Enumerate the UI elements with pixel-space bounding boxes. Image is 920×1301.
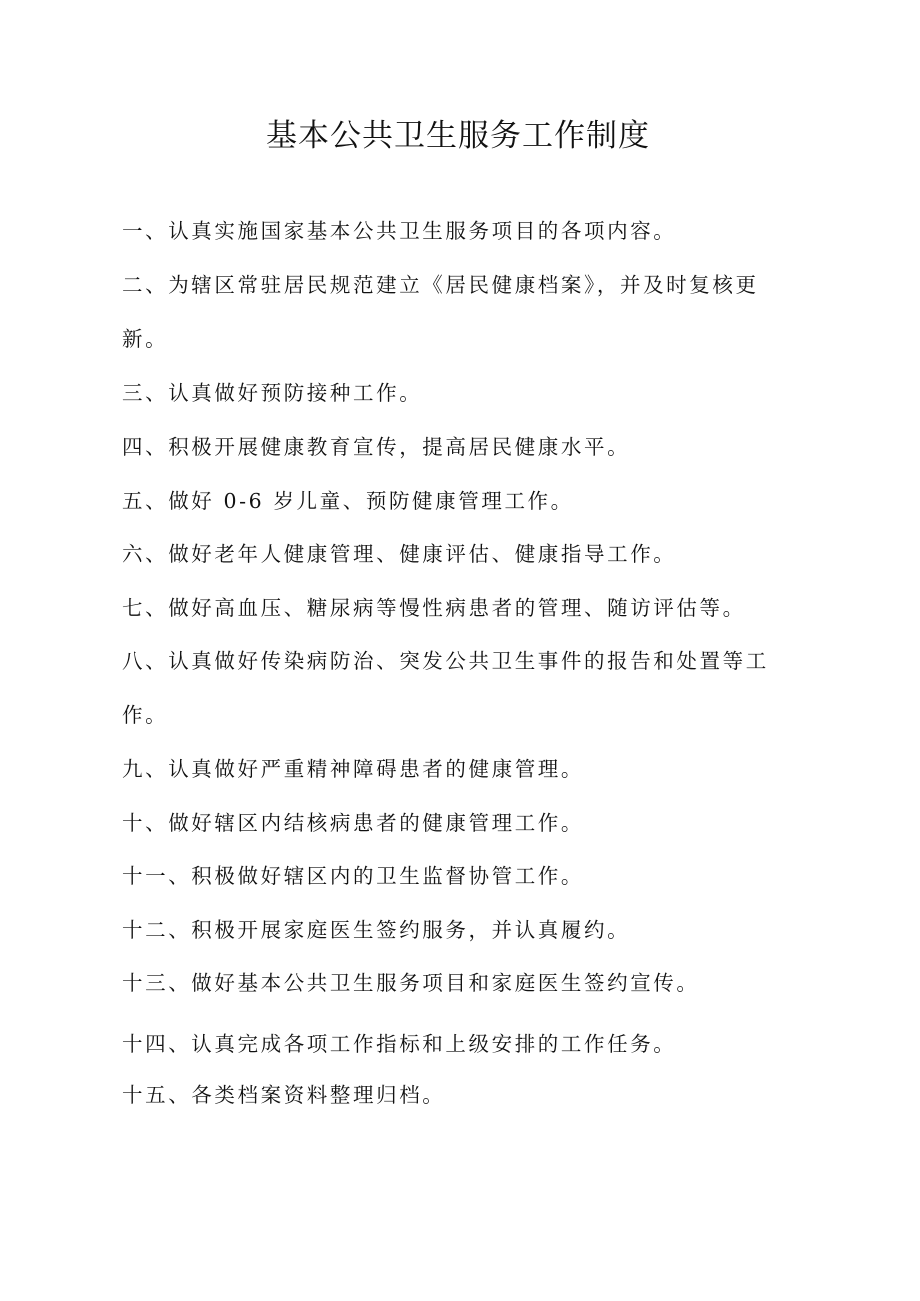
regulation-item-15: 十五、各类档案资料整理归档。: [122, 1083, 446, 1107]
regulation-item-13: 十三、做好基本公共卫生服务项目和家庭医生签约宣传。: [122, 971, 700, 995]
regulation-item-10: 十、做好辖区内结核病患者的健康管理工作。: [122, 811, 584, 835]
regulation-item-1: 一、认真实施国家基本公共卫生服务项目的各项内容。: [122, 219, 677, 243]
document-title: 基本公共卫生服务工作制度: [266, 118, 650, 154]
regulation-item-14: 十四、认真完成各项工作指标和上级安排的工作任务。: [122, 1032, 677, 1056]
regulation-item-3: 三、认真做好预防接种工作。: [122, 381, 423, 405]
regulation-item-6: 六、做好老年人健康管理、健康评估、健康指导工作。: [122, 542, 677, 566]
regulation-item-2: 二、为辖区常驻居民规范建立《居民健康档案》，并及时复核更新。: [122, 273, 759, 351]
regulation-item-8: 八、认真做好传染病防治、突发公共卫生事件的报告和处置等工作。: [122, 649, 769, 727]
regulation-item-4: 四、积极开展健康教育宣传，提高居民健康水平。: [122, 435, 631, 459]
regulation-item-11: 十一、积极做好辖区内的卫生监督协管工作。: [122, 864, 584, 888]
regulation-item-9: 九、认真做好严重精神障碍患者的健康管理。: [122, 757, 584, 781]
regulation-item-5: 五、做好 0-6 岁儿童、预防健康管理工作。: [122, 489, 574, 513]
regulation-item-12: 十二、积极开展家庭医生签约服务，并认真履约。: [122, 918, 631, 942]
regulation-item-7: 七、做好高血压、糖尿病等慢性病患者的管理、随访评估等。: [122, 596, 746, 620]
